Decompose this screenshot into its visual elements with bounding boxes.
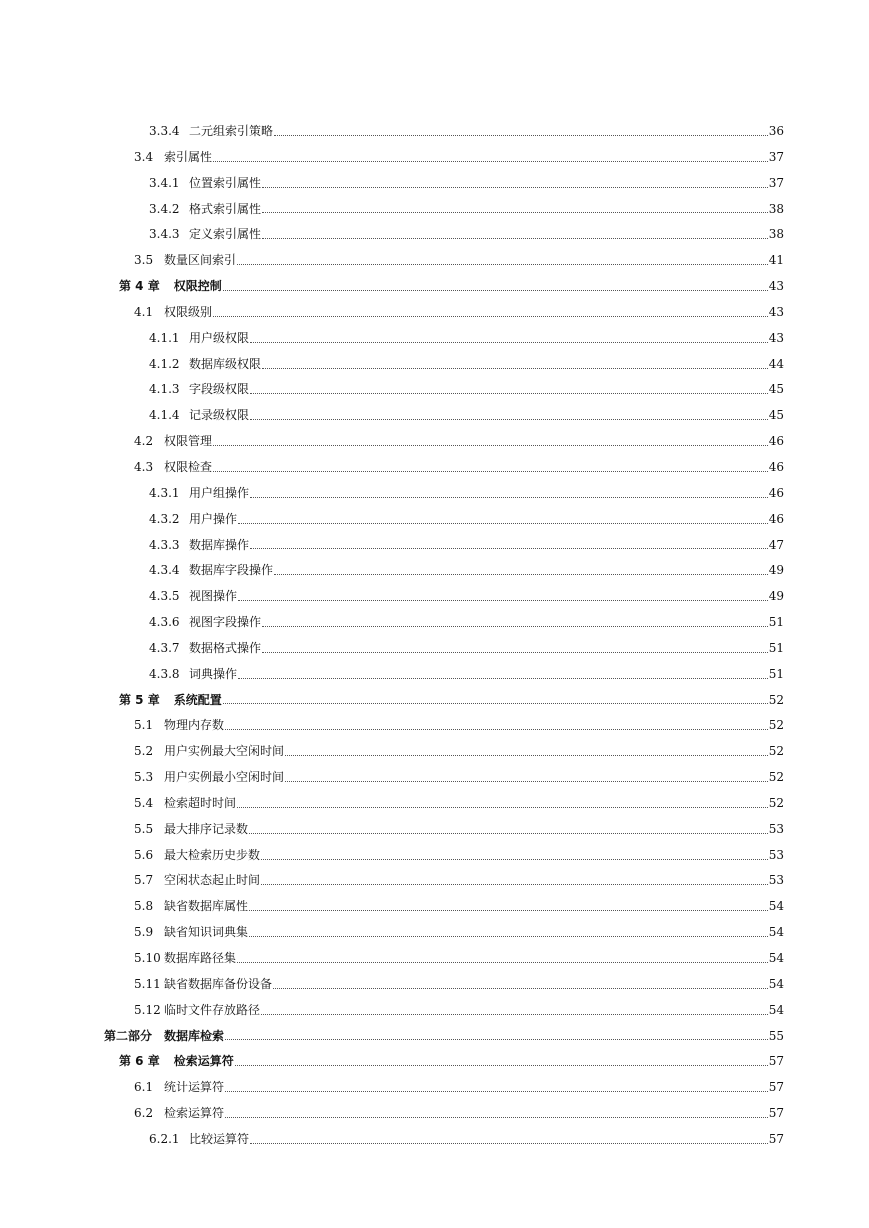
- toc-entry-title: 用户实例最小空闲时间: [164, 770, 285, 785]
- toc-entry-title: 权限检查: [164, 459, 213, 474]
- dot-leader: [223, 289, 768, 291]
- toc-entry-number: 5.5: [134, 821, 154, 836]
- toc-entry-number: 第 6 章: [119, 1054, 160, 1069]
- toc-entry[interactable]: [0, 222, 869, 248]
- toc-entry-title: 权限控制: [173, 279, 222, 294]
- toc-entry-page: 53: [768, 873, 784, 888]
- toc-entry-number: 4.3.7: [149, 640, 180, 655]
- toc-entry-number: 4.3.1: [149, 485, 180, 500]
- toc-entry-page: 45: [768, 408, 784, 423]
- toc-entry-title: 检索超时时间: [164, 795, 237, 810]
- toc-entry[interactable]: [0, 1127, 869, 1153]
- toc-entry-number: 5.7: [134, 873, 154, 888]
- dot-leader: [225, 1038, 768, 1040]
- toc-entry-title: 定义索引属性: [189, 227, 262, 242]
- toc-entry[interactable]: [0, 558, 869, 584]
- toc-entry-number: 6.2.1: [149, 1131, 180, 1146]
- toc-entry-title: 数据库级权限: [189, 356, 262, 371]
- toc-entry-number: 5.9: [134, 925, 154, 940]
- toc-entry-title: 用户操作: [189, 511, 238, 526]
- toc-entry-page: 46: [768, 485, 784, 500]
- toc-entry[interactable]: [0, 688, 869, 714]
- toc-entry-title: 视图字段操作: [189, 615, 262, 630]
- toc-entry-page: 38: [768, 227, 784, 242]
- toc-entry-title: 比较运算符: [189, 1131, 250, 1146]
- toc-entry-title: 空闲状态起止时间: [164, 873, 261, 888]
- toc-entry[interactable]: [0, 171, 869, 197]
- toc-entry[interactable]: [0, 894, 869, 920]
- toc-entry[interactable]: [0, 197, 869, 223]
- toc-entry-number: 第 5 章: [119, 692, 160, 707]
- toc-entry[interactable]: [0, 662, 869, 688]
- toc-entry-page: 38: [768, 201, 784, 216]
- toc-entry-page: 57: [768, 1106, 784, 1121]
- dot-leader: [274, 573, 768, 575]
- dot-leader: [285, 754, 768, 756]
- dot-leader: [261, 858, 768, 860]
- toc-entry-title: 字段级权限: [189, 382, 250, 397]
- toc-entry-title: 统计运算符: [164, 1080, 225, 1095]
- toc-entry-number: 5.11: [134, 976, 161, 991]
- toc-entry[interactable]: [0, 300, 869, 326]
- toc-entry[interactable]: [0, 843, 869, 869]
- toc-entry[interactable]: [0, 1101, 869, 1127]
- toc-entry[interactable]: [0, 584, 869, 610]
- toc-entry[interactable]: [0, 403, 869, 429]
- toc-entry-number: 5.3: [134, 770, 154, 785]
- toc-entry[interactable]: [0, 972, 869, 998]
- toc-entry-title: 用户实例最大空闲时间: [164, 744, 285, 759]
- toc-entry-page: 52: [768, 770, 784, 785]
- toc-entry[interactable]: [0, 533, 869, 559]
- toc-entry-number: 6.2: [134, 1106, 154, 1121]
- toc-entry-number: 4.1.4: [149, 408, 180, 423]
- toc-entry-page: 54: [768, 925, 784, 940]
- dot-leader: [249, 832, 768, 834]
- dot-leader: [213, 470, 768, 472]
- toc-entry[interactable]: [0, 119, 869, 145]
- toc-entry-number: 4.3: [134, 459, 154, 474]
- toc-entry-number: 第 4 章: [119, 279, 160, 294]
- toc-entry-title: 格式索引属性: [189, 201, 262, 216]
- toc-entry-title: 缺省数据库属性: [164, 899, 249, 914]
- dot-leader: [238, 677, 768, 679]
- dot-leader: [237, 263, 768, 265]
- toc-entry[interactable]: [0, 998, 869, 1024]
- dot-leader: [223, 702, 768, 704]
- dot-leader: [238, 522, 768, 524]
- toc-entry-number: 4.3.5: [149, 589, 180, 604]
- toc-entry[interactable]: [0, 1075, 869, 1101]
- toc-entry-title: 物理内存数: [164, 718, 225, 733]
- toc-entry-page: 37: [768, 149, 784, 164]
- dot-leader: [261, 1013, 768, 1015]
- toc-entry[interactable]: [0, 145, 869, 171]
- dot-leader: [249, 909, 768, 911]
- toc-entry-number: 4.1.2: [149, 356, 180, 371]
- toc-entry-title: 视图操作: [189, 589, 238, 604]
- toc-entry-page: 51: [768, 666, 784, 681]
- dot-leader: [261, 883, 768, 885]
- toc-entry[interactable]: [0, 868, 869, 894]
- toc-entry-title: 数据格式操作: [189, 640, 262, 655]
- toc-entry-number: 第二部分: [104, 1028, 153, 1043]
- toc-entry[interactable]: [0, 455, 869, 481]
- toc-entry-page: 53: [768, 821, 784, 836]
- toc-entry[interactable]: [0, 1049, 869, 1075]
- toc-entry-number: 3.4.1: [149, 175, 180, 190]
- toc-entry-number: 4.1.3: [149, 382, 180, 397]
- toc-entry-title: 检索运算符: [164, 1106, 225, 1121]
- toc-entry-page: 54: [768, 899, 784, 914]
- toc-entry-page: 49: [768, 563, 784, 578]
- dot-leader: [250, 547, 768, 549]
- toc-entry-title: 索引属性: [164, 149, 213, 164]
- toc-entry-page: 47: [768, 537, 784, 552]
- toc-entry-title: 用户级权限: [189, 330, 250, 345]
- toc-entry-title: 检索运算符: [173, 1054, 234, 1069]
- toc-entry-page: 49: [768, 589, 784, 604]
- dot-leader: [237, 961, 768, 963]
- toc-entry[interactable]: [0, 610, 869, 636]
- toc-entry-title: 二元组索引策略: [189, 124, 274, 138]
- toc-entry-number: 3.4.2: [149, 201, 180, 216]
- toc-entry[interactable]: [0, 920, 869, 946]
- toc-entry-number: 3.4.3: [149, 227, 180, 242]
- toc-entry[interactable]: [0, 713, 869, 739]
- toc-entry-title: 位置索引属性: [189, 175, 262, 190]
- dot-leader: [262, 237, 768, 239]
- toc-entry-page: 51: [768, 615, 784, 630]
- toc-entry-title: 临时文件存放路径: [164, 1002, 261, 1017]
- toc-entry-title: 词典操作: [189, 666, 238, 681]
- toc-entry-number: 4.2: [134, 434, 154, 449]
- dot-leader: [213, 444, 768, 446]
- table-of-contents: [0, 119, 869, 1153]
- toc-entry-number: 5.10: [134, 951, 161, 965]
- toc-entry-page: 36: [768, 124, 784, 138]
- toc-entry[interactable]: [0, 946, 869, 972]
- dot-leader: [225, 1090, 768, 1092]
- toc-entry[interactable]: [0, 791, 869, 817]
- dot-leader: [274, 134, 768, 136]
- toc-entry-title: 缺省数据库备份设备: [164, 976, 273, 991]
- toc-entry-title: 权限级别: [164, 304, 213, 319]
- dot-leader: [250, 1142, 768, 1144]
- toc-entry-title: 数据库操作: [189, 537, 250, 552]
- dot-leader: [213, 160, 768, 162]
- toc-entry-number: 3.3.4: [149, 124, 180, 138]
- dot-leader: [262, 367, 768, 369]
- toc-entry-page: 52: [768, 692, 784, 707]
- toc-entry[interactable]: [0, 326, 869, 352]
- toc-entry[interactable]: [0, 429, 869, 455]
- toc-entry-number: 4.3.6: [149, 615, 180, 630]
- dot-leader: [225, 1116, 768, 1118]
- toc-entry-page: 53: [768, 847, 784, 862]
- dot-leader: [273, 987, 768, 989]
- toc-entry-page: 43: [768, 330, 784, 345]
- toc-entry-page: 44: [768, 356, 784, 371]
- toc-entry-page: 37: [768, 175, 784, 190]
- toc-entry[interactable]: [0, 507, 869, 533]
- toc-entry[interactable]: [0, 739, 869, 765]
- toc-entry-page: 52: [768, 795, 784, 810]
- toc-entry-number: 5.8: [134, 899, 154, 914]
- toc-entry-title: 记录级权限: [189, 408, 250, 423]
- dot-leader: [237, 806, 768, 808]
- toc-entry-page: 46: [768, 434, 784, 449]
- toc-entry-number: 4.3.3: [149, 537, 180, 552]
- toc-entry-title: 最大检索历史步数: [164, 847, 261, 862]
- dot-leader: [250, 418, 768, 420]
- toc-entry-page: 45: [768, 382, 784, 397]
- toc-entry-page: 54: [768, 976, 784, 991]
- toc-entry-page: 52: [768, 718, 784, 733]
- toc-entry-page: 55: [768, 1028, 784, 1043]
- toc-entry-number: 4.3.8: [149, 666, 180, 681]
- toc-entry-number: 6.1: [134, 1080, 154, 1095]
- dot-leader: [250, 392, 768, 394]
- toc-entry-number: 5.6: [134, 847, 154, 862]
- toc-entry-page: 46: [768, 511, 784, 526]
- dot-leader: [235, 1064, 768, 1066]
- toc-entry-number: 4.3.4: [149, 563, 180, 578]
- toc-entry-number: 4.1.1: [149, 330, 180, 345]
- toc-entry-page: 41: [768, 253, 784, 268]
- dot-leader: [262, 211, 768, 213]
- dot-leader: [238, 599, 768, 601]
- toc-entry-title: 数据库检索: [164, 1028, 225, 1043]
- toc-entry-page: 54: [768, 1002, 784, 1017]
- toc-entry[interactable]: [0, 248, 869, 274]
- toc-entry-page: 57: [768, 1080, 784, 1095]
- toc-entry[interactable]: [0, 274, 869, 300]
- toc-entry[interactable]: [0, 765, 869, 791]
- toc-entry-title: 缺省知识词典集: [164, 925, 249, 940]
- toc-entry-number: 5.4: [134, 795, 154, 810]
- toc-entry[interactable]: [0, 1024, 869, 1050]
- dot-leader: [225, 728, 768, 730]
- toc-entry-number: 5.1: [134, 718, 154, 733]
- toc-entry-title: 系统配置: [173, 692, 222, 707]
- toc-entry-number: 3.4: [134, 149, 154, 164]
- dot-leader: [262, 186, 768, 188]
- dot-leader: [262, 651, 768, 653]
- toc-entry-number: 3.5: [134, 253, 154, 268]
- toc-entry-page: 57: [768, 1131, 784, 1146]
- toc-entry-page: 43: [768, 304, 784, 319]
- dot-leader: [250, 341, 768, 343]
- toc-entry[interactable]: [0, 817, 869, 843]
- toc-entry-number: 4.1: [134, 304, 154, 319]
- toc-entry-page: 46: [768, 459, 784, 474]
- toc-entry-page: 52: [768, 744, 784, 759]
- toc-entry-title: 用户组操作: [189, 485, 250, 500]
- toc-entry[interactable]: [0, 481, 869, 507]
- toc-entry[interactable]: [0, 352, 869, 378]
- toc-entry-page: 57: [768, 1054, 784, 1069]
- dot-leader: [250, 496, 768, 498]
- dot-leader: [213, 315, 768, 317]
- toc-entry-page: 54: [768, 951, 784, 965]
- toc-entry-number: 5.12: [134, 1002, 161, 1017]
- toc-entry[interactable]: [0, 636, 869, 662]
- toc-entry-title: 最大排序记录数: [164, 821, 249, 836]
- toc-entry-title: 数据库字段操作: [189, 563, 274, 578]
- toc-entry-number: 4.3.2: [149, 511, 180, 526]
- toc-entry-number: 5.2: [134, 744, 154, 759]
- toc-entry-title: 数据库路径集: [164, 951, 237, 965]
- toc-entry-page: 43: [768, 279, 784, 294]
- toc-entry-title: 数量区间索引: [164, 253, 237, 268]
- toc-entry-page: 51: [768, 640, 784, 655]
- toc-entry[interactable]: [0, 377, 869, 403]
- dot-leader: [249, 935, 768, 937]
- dot-leader: [285, 780, 768, 782]
- toc-entry-title: 权限管理: [164, 434, 213, 449]
- dot-leader: [262, 625, 768, 627]
